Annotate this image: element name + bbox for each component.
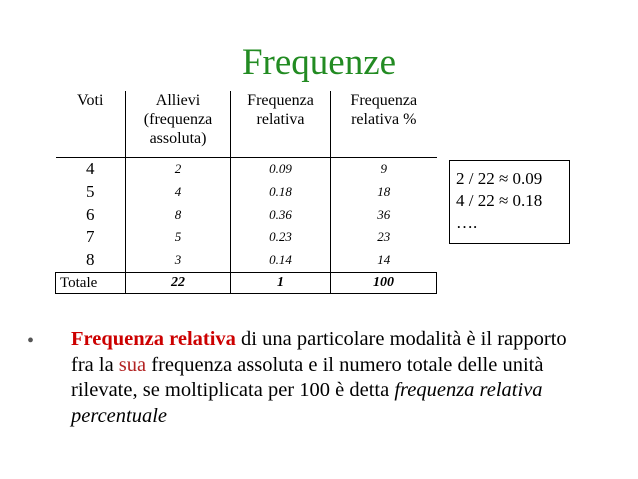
table-cell: 0.23 [269,229,292,245]
table-cell: 7 [86,227,95,247]
header-allievi: Allievi (frequenza assoluta) [126,91,231,158]
table-cell: 23 [377,229,391,245]
slide-title: Frequenze [241,42,397,83]
table-header-row [56,91,437,158]
table-cell: 8 [86,250,95,270]
definition-paragraph [71,327,571,429]
voti-column [56,158,126,273]
table-cell: 4 [174,183,182,199]
bullet-icon: • [27,330,35,352]
total-freq-rel: 1 [231,272,331,293]
table-cell: 5 [86,181,95,201]
allievi-column [126,158,231,273]
total-label: Totale [56,272,126,293]
note-line: 2 / 22 ≈ 0.09 [456,169,543,188]
table-cell: 0.14 [269,252,292,268]
italic-term: frequenza relativa percentuale [71,379,543,427]
header-voti: Voti [77,92,104,109]
table-cell: 36 [377,206,391,222]
note-line: …. [456,213,478,232]
table-cell: 0.09 [269,161,292,176]
table-cell: 8 [174,206,182,222]
note-line: 4 / 22 ≈ 0.18 [456,191,543,210]
table-cell: 5 [174,229,182,245]
table-cell: 0.18 [269,183,292,199]
table-values-row [56,158,437,273]
paragraph-text: frequenza assoluta e il numero totale delle unità rilevate, se moltiplicata per 100 è detta [71,353,544,401]
table-cell: 2 [174,161,182,176]
table-cell: 6 [86,204,95,224]
table-cell: 18 [377,183,391,199]
table-cell: 0.36 [269,206,292,222]
calculation-note-box [449,160,570,244]
total-allievi: 22 [126,272,231,293]
table-cell: 4 [86,159,95,178]
total-freq-pct: 100 [331,272,437,293]
table-total-row [56,272,437,293]
sua-highlight: sua [118,353,147,376]
term-highlight: Frequenza relativa [71,328,236,350]
header-frequenza-percentuale: Frequenza relativa % [331,91,437,158]
freq-pct-column [331,158,437,273]
table-cell: 3 [174,252,182,268]
header-frequenza-relativa: Frequenza relativa [231,91,331,158]
freq-rel-column [231,158,331,273]
table-cell: 9 [380,161,387,176]
table-cell: 14 [377,252,391,268]
paragraph-text: di una particolare modalità è il rapporto fra la [71,328,567,376]
frequency-table [55,91,437,294]
